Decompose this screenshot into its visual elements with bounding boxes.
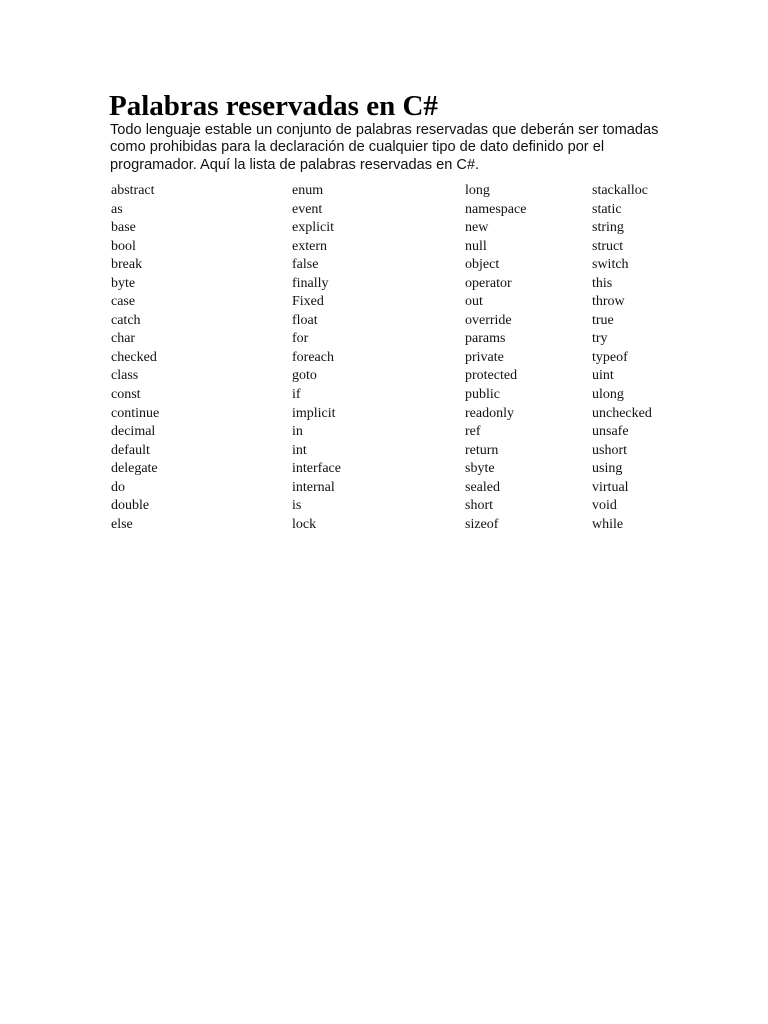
- keyword-item: true: [592, 312, 614, 328]
- keyword-item: sbyte: [465, 461, 495, 477]
- keyword-item: decimal: [111, 424, 156, 440]
- keyword-item: ushort: [592, 442, 627, 458]
- keyword-column: [292, 182, 341, 534]
- keyword-item: throw: [592, 294, 625, 310]
- keyword-item: long: [465, 183, 490, 198]
- keyword-item: float: [292, 312, 318, 328]
- keyword-item: operator: [465, 275, 512, 291]
- keyword-item: new: [465, 220, 489, 236]
- keyword-item: struct: [592, 238, 624, 254]
- keyword-item: unchecked: [592, 405, 652, 421]
- keyword-item: typeof: [592, 349, 628, 365]
- keyword-table: [111, 182, 711, 542]
- keyword-item: bool: [111, 238, 136, 254]
- keyword-item: virtual: [592, 479, 629, 495]
- keyword-item: namespace: [465, 201, 527, 217]
- page-title: Palabras reservadas en C#: [109, 90, 438, 122]
- keyword-item: extern: [292, 238, 327, 254]
- keyword-item: catch: [111, 312, 141, 328]
- keyword-item: goto: [292, 368, 317, 384]
- keyword-item: readonly: [465, 405, 514, 421]
- keyword-item: this: [592, 275, 613, 291]
- keyword-item: explicit: [292, 220, 334, 236]
- keyword-item: case: [111, 294, 136, 310]
- keyword-item: protected: [465, 368, 518, 384]
- keyword-item: short: [465, 498, 493, 514]
- keyword-item: implicit: [292, 405, 336, 421]
- keyword-item: using: [592, 461, 623, 477]
- keyword-item: char: [111, 331, 136, 347]
- keyword-item: continue: [111, 405, 160, 421]
- keyword-item: unsafe: [592, 424, 629, 440]
- keyword-item: finally: [292, 275, 329, 291]
- keyword-item: in: [292, 424, 303, 440]
- keyword-item: while: [592, 516, 624, 532]
- keyword-item: interface: [292, 461, 341, 477]
- keyword-item: return: [465, 442, 499, 458]
- keyword-item: do: [111, 479, 125, 495]
- keyword-column: [465, 182, 526, 534]
- keyword-column: [592, 182, 652, 534]
- keyword-item: string: [592, 220, 624, 236]
- keyword-item: for: [292, 331, 309, 347]
- keyword-item: default: [111, 442, 150, 458]
- keyword-item: public: [465, 387, 500, 403]
- keyword-item: static: [592, 201, 622, 217]
- keyword-item: if: [292, 387, 301, 403]
- keyword-item: internal: [292, 479, 335, 495]
- keyword-item: false: [292, 257, 319, 273]
- keyword-item: ulong: [592, 387, 624, 403]
- keyword-item: int: [292, 442, 307, 458]
- keyword-item: private: [465, 349, 504, 365]
- keyword-item: override: [465, 312, 512, 328]
- keyword-item: object: [465, 257, 500, 273]
- keyword-item: sealed: [465, 479, 500, 495]
- keyword-item: else: [111, 516, 133, 532]
- keyword-item: foreach: [292, 349, 334, 365]
- keyword-item: try: [592, 331, 608, 347]
- keyword-item: stackalloc: [592, 183, 648, 198]
- keyword-item: lock: [292, 516, 317, 532]
- keyword-item: params: [465, 331, 506, 347]
- keyword-item: delegate: [111, 461, 158, 477]
- keyword-column: [111, 182, 159, 534]
- keyword-item: Fixed: [292, 294, 324, 310]
- keyword-item: class: [111, 368, 139, 384]
- keyword-item: base: [111, 220, 136, 236]
- keyword-item: out: [465, 294, 483, 310]
- keyword-item: byte: [111, 275, 136, 291]
- keyword-item: checked: [111, 349, 157, 365]
- keyword-item: ref: [465, 424, 481, 440]
- keyword-item: void: [592, 498, 617, 514]
- keyword-item: null: [465, 238, 487, 254]
- keyword-item: abstract: [111, 183, 155, 198]
- keyword-item: switch: [592, 257, 629, 273]
- keyword-item: uint: [592, 368, 614, 384]
- keyword-item: const: [111, 387, 141, 403]
- intro-paragraph: Todo lenguaje estable un conjunto de palabras reservadas que deberán ser tomadas como prohibidas para la declaración de cualquier tipo de dato definido por el programador. Aquí la lista de palabras reservadas en C#.: [110, 122, 659, 173]
- keyword-item: break: [111, 257, 143, 273]
- keyword-item: as: [111, 201, 123, 217]
- keyword-item: sizeof: [465, 516, 499, 532]
- keyword-item: event: [292, 201, 323, 217]
- keyword-item: double: [111, 498, 150, 514]
- keyword-item: is: [292, 498, 302, 514]
- keyword-item: enum: [292, 183, 324, 198]
